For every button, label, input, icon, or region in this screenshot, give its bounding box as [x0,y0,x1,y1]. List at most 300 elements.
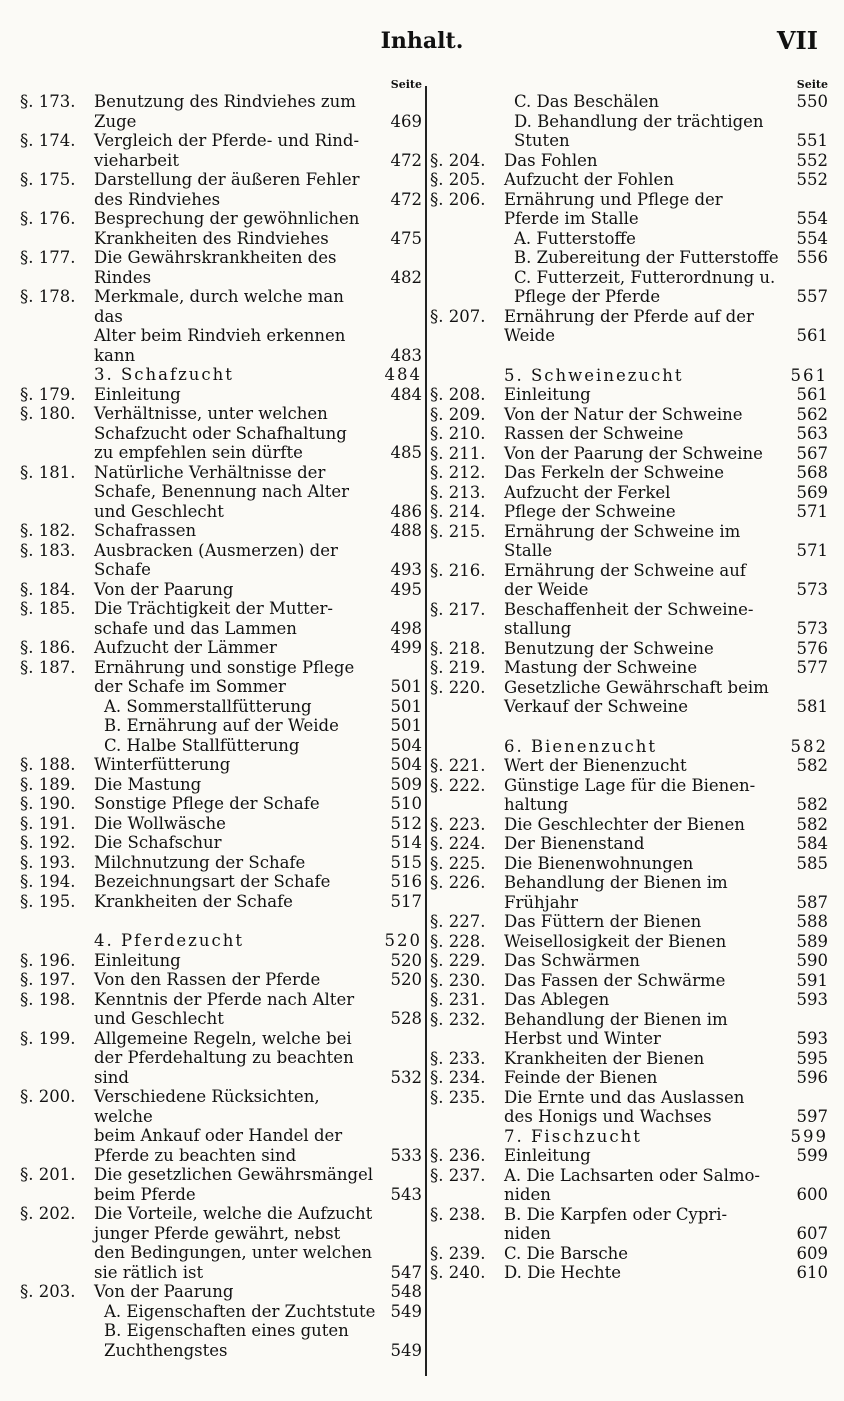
entry-title-line: B. Zubereitung der Futterstoffe [514,248,779,267]
toc-entry[interactable] [430,932,828,952]
entry-title [94,1321,422,1360]
toc-entry[interactable] [20,658,422,697]
entry-title-line: Das Füttern der Bienen [504,912,702,931]
page-ref: 573 [796,619,828,638]
paragraph-number: §. 182. [20,521,76,540]
entry-title-line: kann [94,345,136,365]
entry-title-line: Rindes [94,267,152,287]
paragraph-number: §. 223. [430,814,486,834]
page-ref: 510 [390,794,422,813]
toc-entry[interactable] [20,853,422,873]
entry-title [504,502,828,522]
toc-entry[interactable] [20,892,422,912]
toc-entry[interactable] [430,151,828,171]
entry-title-line: Das Fohlen [504,150,598,170]
toc-entry[interactable] [20,521,422,541]
entry-title [94,170,422,209]
entry-title-line: des Honigs und Wachses [504,1107,712,1126]
seite-label: Seite [796,78,828,91]
entry-title-line: Krankheiten der Bienen [504,1048,705,1068]
entry-title-line: Günstige Lage für die Bienen- [504,775,756,795]
toc-entry[interactable] [430,385,828,405]
toc-entry[interactable] [20,209,422,248]
page-ref: 499 [390,638,422,657]
entry-title [504,1166,828,1205]
entry-title-line: D. Die Hechte [504,1263,622,1282]
entry-title [504,483,828,503]
toc-entry[interactable] [430,1068,828,1088]
page-ref: 582 [790,736,828,756]
toc-entry[interactable] [430,912,828,932]
toc-entry[interactable] [430,190,828,229]
page-ref: 528 [390,1009,422,1028]
entry-title-line: Stalle [504,541,553,560]
entry-title [94,1087,422,1165]
entry-title-line: 6. Bienenzucht [504,736,657,756]
toc-entry[interactable] [20,131,422,170]
page-ref: 567 [796,443,828,463]
entry-title-line: Pferde im Stalle [504,209,639,228]
toc-entry[interactable] [20,248,422,287]
entry-title [94,248,422,287]
entry-title-line: Winterfütterung [94,755,231,774]
page-ref: 488 [390,521,422,540]
entry-title-line: Aufzucht der Lämmer [94,638,277,657]
entry-title-line: C. Futterzeit, Futterordnung u. [514,267,776,287]
toc-entry[interactable] [20,833,422,853]
toc-entry[interactable] [430,1205,828,1244]
entry-title [504,1127,828,1147]
paragraph-number: §. 220. [430,677,486,697]
paragraph-number: §. 228. [430,931,486,951]
entry-title-line: 4. Pferdezucht [94,931,244,950]
entry-title [504,248,828,268]
page-ref: 482 [390,267,422,287]
entry-title-line: Ernährung und Pflege der [504,189,723,209]
entry-title-line: Pflege der Pferde [514,287,661,306]
toc-entry[interactable] [20,1165,422,1204]
entry-title [94,853,422,873]
page-ref: 486 [390,501,422,521]
page-ref: 485 [390,443,422,462]
toc-entry[interactable] [20,951,422,971]
entry-title-line: C. Das Beschälen [514,92,660,111]
paragraph-number: §. 217. [430,599,486,619]
entry-title-line: Stuten [514,131,570,150]
entry-title-line: der Schafe im Sommer [94,677,286,696]
paragraph-number: §. 192. [20,833,76,852]
paragraph-number: §. 233. [430,1048,486,1068]
paragraph-number: §. 208. [430,385,486,404]
section-gap [430,346,828,366]
entry-title-line: Zuchthengstes [104,1340,228,1360]
entry-title-line: Besprechung der gewöhnlichen [94,209,360,228]
page-ref: 562 [796,404,828,424]
page-ref: 582 [796,795,828,814]
paragraph-number: §. 238. [430,1204,486,1224]
paragraph-number: §. 219. [430,658,486,677]
toc-entry[interactable] [430,873,828,912]
page-ref: 599 [790,1126,828,1146]
toc-entry[interactable] [430,639,828,659]
page-ref: 495 [390,579,422,599]
entry-title-line: Das Fassen der Schwärme [504,970,726,990]
toc-entry[interactable] [20,1302,422,1322]
entry-title-line: 5. Schweinezucht [504,365,684,385]
toc-entry[interactable] [20,638,422,658]
entry-title [94,951,422,971]
entry-title [94,1204,422,1282]
entry-title-line: Ausbracken (Ausmerzen) der [94,540,338,560]
paragraph-number: §. 200. [20,1087,76,1106]
page-ref: 569 [796,482,828,502]
entry-title-line: Schafe [94,560,151,579]
toc-entry[interactable] [430,463,828,483]
entry-title-line: Die Gewährskrankheiten des [94,248,337,267]
entry-title-line: Natürliche Verhältnisse der [94,462,326,482]
entry-title [94,541,422,580]
page-header-title: Inhalt. [380,28,464,54]
paragraph-number: §. 179. [20,384,76,404]
toc-section-heading[interactable] [430,366,828,386]
entry-title [94,794,422,814]
entry-title-line: vieharbeit [94,150,179,170]
toc-entry[interactable] [430,483,828,503]
page-ref: 596 [796,1068,828,1087]
paragraph-number [430,1127,504,1147]
entry-title [94,990,422,1029]
entry-title [94,931,422,951]
paragraph-number: §. 194. [20,872,76,891]
paragraph-number: §. 209. [430,404,486,424]
page-ref: 571 [796,541,828,560]
toc-entry[interactable] [20,1029,422,1088]
page-ref: 533 [390,1145,422,1165]
entry-title-line: 3. Schafzucht [94,365,234,384]
entry-title-line: niden [504,1224,551,1243]
toc-entry[interactable] [20,287,422,365]
paragraph-number: §. 210. [430,424,486,443]
paragraph-number [430,92,504,112]
page-ref: 520 [390,970,422,989]
entry-title-line: Einleitung [504,385,591,404]
toc-entry[interactable] [20,580,422,600]
page-ref: 556 [796,248,828,267]
entry-title [504,1244,828,1264]
page-ref: 561 [796,385,828,404]
paragraph-number: §. 229. [430,951,486,970]
entry-title [504,561,828,600]
entry-title-line: Die Wollwäsche [94,813,226,833]
entry-title [504,873,828,912]
toc-entry[interactable] [430,951,828,971]
toc-entry[interactable] [430,1010,828,1049]
toc-entry[interactable] [430,600,828,639]
entry-title-line: Das Ferkeln der Schweine [504,463,725,482]
toc-entry[interactable] [430,1244,828,1264]
entry-title-line: Behandlung der Bienen im [504,873,728,892]
paragraph-number: §. 174. [20,131,76,150]
entry-title [504,463,828,483]
toc-entry[interactable] [430,561,828,600]
page-ref: 581 [796,697,828,716]
entry-title [94,736,422,756]
entry-title-line: Ernährung der Schweine auf [504,560,746,580]
entry-title-line: beim Pferde [94,1184,196,1204]
entry-title-line: Alter beim Rindvieh erkennen [94,326,346,345]
paragraph-number: §. 239. [430,1243,486,1263]
toc-entry[interactable] [20,970,422,990]
entry-title [504,1205,828,1244]
toc-entry[interactable] [20,736,422,756]
entry-title-line: Von der Paarung [94,1282,234,1301]
toc-entry[interactable] [20,599,422,638]
page-ref: 501 [390,677,422,696]
toc-entry[interactable] [430,92,828,112]
page-ref: 557 [796,287,828,306]
entry-title [94,892,422,912]
entry-title [504,678,828,717]
paragraph-number [20,365,94,385]
entry-title [504,112,828,151]
page-ref: 515 [390,852,422,872]
entry-title-line: Die Trächtigkeit der Mutter- [94,599,333,618]
toc-entry[interactable] [430,834,828,854]
entry-title [94,463,422,522]
entry-title [504,912,828,932]
entry-title [504,600,828,639]
entry-title-line: Von den Rassen der Pferde [94,970,321,989]
entry-title [94,755,422,775]
toc-section-heading[interactable] [20,365,422,385]
page-ref: 589 [796,931,828,951]
entry-title-line: Von der Paarung [94,579,234,599]
toc-entry[interactable] [430,229,828,249]
page-ref: 599 [796,1146,828,1165]
entry-title-line: Kenntnis der Pferde nach Alter [94,989,355,1009]
entry-title-line: des Rindviehes [94,189,221,209]
toc-entry[interactable] [20,1282,422,1302]
toc-entry[interactable] [20,385,422,405]
entry-title-line: Allgemeine Regeln, welche bei [94,1028,352,1048]
paragraph-number: §. 222. [430,775,486,795]
entry-title-line: Die Geschlechter der Bienen [504,814,745,834]
entry-title-line: Das Ablegen [504,990,610,1009]
entry-title-line: Von der Paarung der Schweine [504,443,763,463]
toc-entry[interactable] [20,697,422,717]
entry-title-line: und Geschlecht [94,501,224,521]
entry-title [94,1302,422,1322]
paragraph-number: §. 197. [20,970,76,989]
toc-entry[interactable] [430,170,828,190]
page-ref: 552 [796,170,828,189]
entry-title-line: Die Schafschur [94,833,222,852]
entry-title [504,1146,828,1166]
entry-title-line: Darstellung der äußeren Fehler [94,170,360,189]
page-ref: 484 [390,384,422,404]
entry-title-line: Benutzung der Schweine [504,638,714,658]
toc-entry[interactable] [430,658,828,678]
entry-title [504,658,828,678]
paragraph-number: §. 176. [20,209,76,228]
paragraph-number: §. 206. [430,189,486,209]
page-ref: 483 [390,345,422,365]
paragraph-number: §. 234. [430,1068,486,1087]
paragraph-number: §. 214. [430,502,486,521]
page-ref: 551 [796,131,828,150]
toc-entry[interactable] [430,756,828,776]
entry-title [504,92,828,112]
toc-entry[interactable] [430,678,828,717]
entry-title [94,521,422,541]
paragraph-number: §. 186. [20,638,76,657]
toc-entry[interactable] [20,990,422,1029]
toc-entry[interactable] [430,1166,828,1205]
toc-entry[interactable] [430,248,828,268]
toc-entry[interactable] [20,170,422,209]
entry-title-line: Die Ernte und das Auslassen [504,1087,745,1107]
paragraph-number [430,248,504,268]
page-ref: 577 [796,658,828,677]
entry-title-line: Ernährung und sonstige Pflege [94,657,355,677]
page-ref: 547 [390,1262,422,1282]
entry-title-line: Behandlung der Bienen im [504,1009,728,1029]
toc-entry[interactable] [430,502,828,522]
entry-title-line: Sonstige Pflege der Schafe [94,794,320,813]
entry-title [94,599,422,638]
paragraph-number: §. 216. [430,560,486,580]
paragraph-number [430,112,504,151]
entry-title [504,951,828,971]
entry-title [504,444,828,464]
toc-entry[interactable] [20,775,422,795]
entry-title-line: Schafe, Benennung nach Alter [94,482,350,501]
toc-entry[interactable] [20,1087,422,1165]
page-ref: 516 [390,872,422,891]
paragraph-number: §. 204. [430,150,486,170]
toc-entry[interactable] [20,814,422,834]
entry-title-line: schafe und das Lammen [94,618,297,638]
toc-entry[interactable] [430,971,828,991]
paragraph-number: §. 178. [20,287,76,306]
paragraph-number: §. 230. [430,970,486,990]
toc-section-heading[interactable] [20,931,422,951]
entry-title-line: Frühjahr [504,892,579,912]
toc-entry[interactable] [20,1321,422,1360]
toc-entry[interactable] [20,92,422,131]
entry-title-line: beim Ankauf oder Handel der [94,1126,343,1145]
entry-title-line: Die gesetzlichen Gewährsmängel [94,1165,374,1184]
page-ref: 576 [796,638,828,658]
entry-title-line: A. Futterstoffe [514,228,636,248]
entry-title-line: Krankheiten des Rindviehes [94,228,329,248]
toc-entry[interactable] [430,268,828,307]
page-ref: 552 [796,150,828,170]
page-ref: 568 [796,463,828,482]
entry-title [94,697,422,717]
toc-entry[interactable] [430,424,828,444]
entry-title [504,170,828,190]
toc-entry[interactable] [430,112,828,151]
toc-entry[interactable] [20,1204,422,1282]
entry-title-line: Die Vorteile, welche die Aufzucht [94,1204,373,1223]
paragraph-number: §. 236. [430,1146,486,1165]
toc-entry[interactable] [20,716,422,736]
entry-title [94,404,422,463]
toc-entry[interactable] [430,1049,828,1069]
entry-title [504,1049,828,1069]
entry-title-line: sie rätlich ist [94,1262,204,1282]
toc-entry[interactable] [430,307,828,346]
entry-title-line: Die Mastung [94,774,202,794]
entry-title-line: Verschiedene Rücksichten, welche [94,1087,320,1126]
page-ref: 512 [390,813,422,833]
page-ref: 582 [796,814,828,834]
entry-title-line: B. Eigenschaften eines guten [104,1321,349,1340]
entry-title-line: Gesetzliche Gewährschaft beim [504,677,769,697]
toc-entry[interactable] [20,541,422,580]
toc-entry[interactable] [430,444,828,464]
toc-entry[interactable] [430,1146,828,1166]
paragraph-number: §. 221. [430,756,486,775]
toc-section-heading[interactable] [430,737,828,757]
toc-entry[interactable] [430,776,828,815]
entry-title-line: A. Die Lachsarten oder Salmo- [504,1165,761,1185]
entry-title-line: Von der Natur der Schweine [504,404,743,424]
paragraph-number: §. 190. [20,794,76,813]
toc-entry[interactable] [430,522,828,561]
toc-entry[interactable] [20,872,422,892]
page-ref: 554 [796,228,828,248]
toc-entry[interactable] [20,755,422,775]
entry-title-line: Schafzucht oder Schafhaltung [94,423,347,443]
toc-entry[interactable] [430,405,828,425]
entry-title-line: Einleitung [504,1146,591,1165]
entry-title [504,1010,828,1049]
entry-title [94,287,422,365]
paragraph-number [20,736,94,756]
entry-title-line: Der Bienenstand [504,834,645,853]
entry-title [504,522,828,561]
page-ref: 609 [796,1243,828,1263]
entry-title [504,405,828,425]
toc-entry[interactable] [430,1088,828,1127]
paragraph-number: §. 232. [430,1009,486,1029]
toc-entry[interactable] [20,404,422,463]
entry-title-line: Rassen der Schweine [504,424,684,443]
page-ref: 532 [390,1067,422,1087]
toc-entry[interactable] [430,1263,828,1283]
entry-title [94,385,422,405]
paragraph-number [20,1302,94,1322]
toc-entry[interactable] [20,463,422,522]
paragraph-number: §. 240. [430,1263,486,1282]
paragraph-number: §. 231. [430,990,486,1009]
entry-title-line: der Weide [504,580,589,599]
page-ref: 610 [796,1263,828,1282]
toc-section-heading[interactable] [430,1127,828,1147]
toc-entry[interactable] [20,794,422,814]
entry-title-line: junger Pferde gewährt, nebst [94,1223,341,1243]
toc-entry[interactable] [430,815,828,835]
entry-title [504,1088,828,1127]
entry-title-line: Benutzung des Rindviehes zum [94,92,356,111]
entry-title [94,1165,422,1204]
toc-entry[interactable] [430,990,828,1010]
entry-title-line: Ernährung der Schweine im [504,521,741,541]
toc-entry[interactable] [430,854,828,874]
entry-title [504,737,828,757]
